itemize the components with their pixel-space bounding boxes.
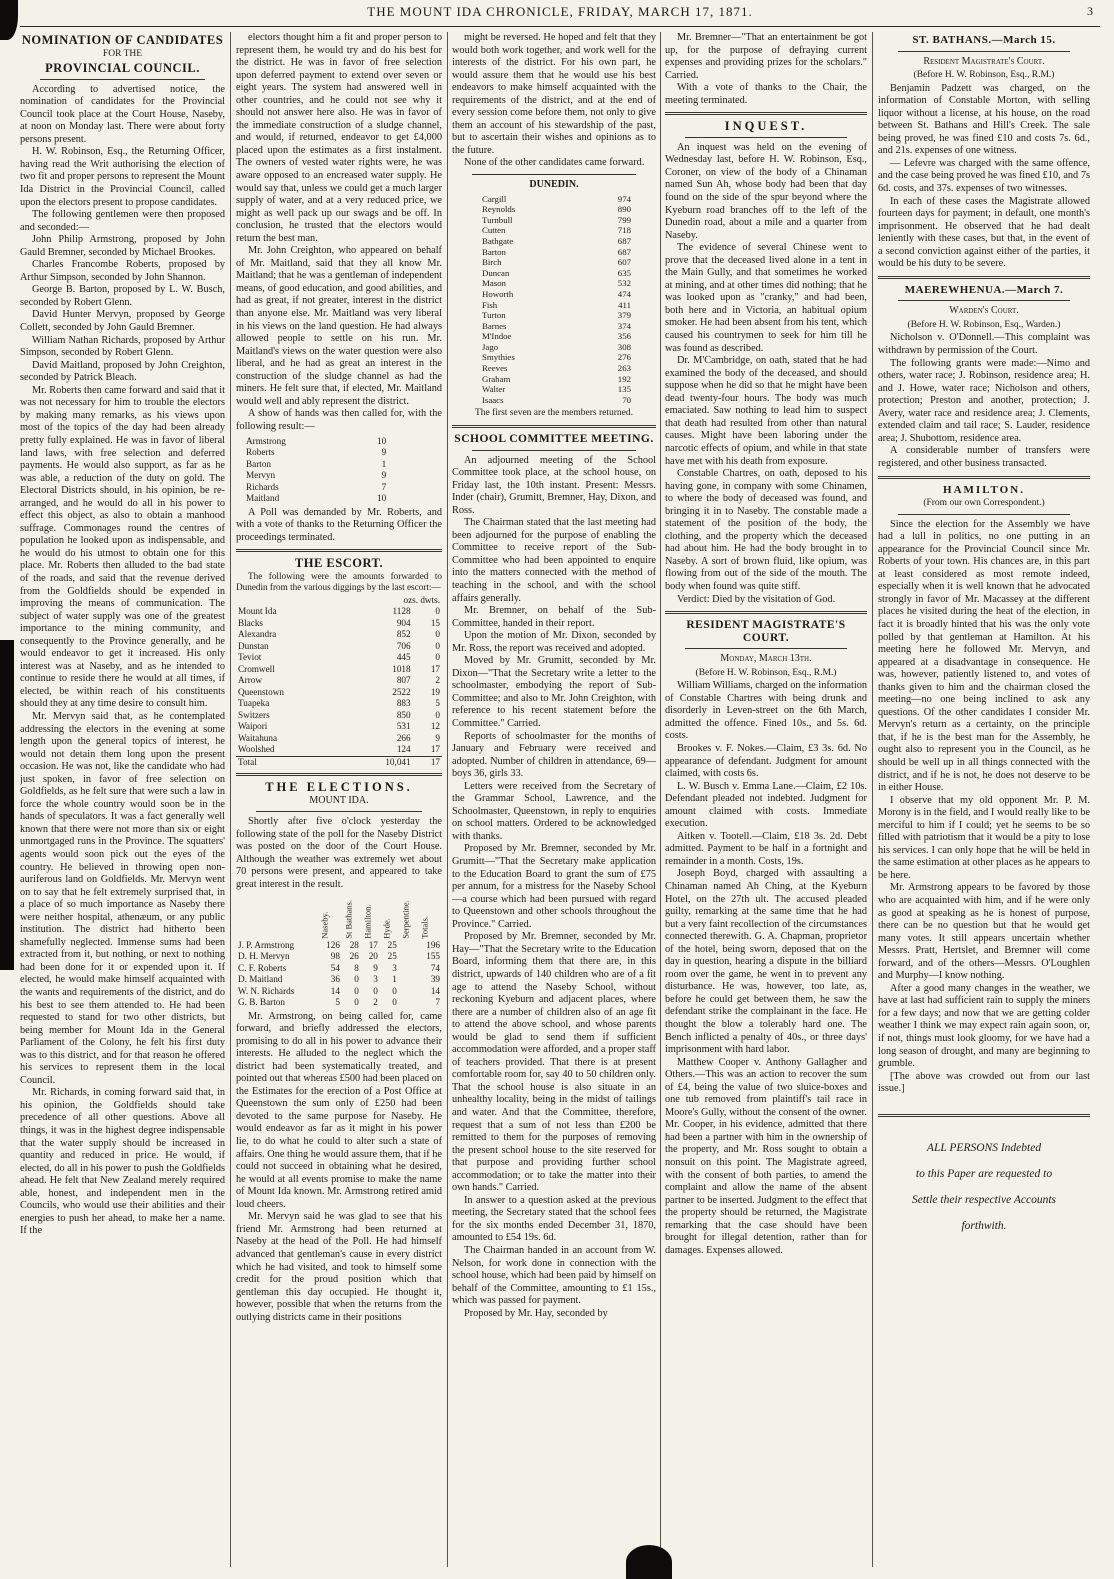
paragraph: According to advertised notice, the nomination of candidates for the Provincial Council took place at the Court House, Naseby, at noon on Monday last. There were about forty persons present. (20, 83, 225, 145)
table-row: Turnbull 799 (482, 214, 631, 225)
divider (685, 137, 847, 138)
ozs: 706 (396, 640, 411, 651)
table-row (244, 459, 388, 471)
vote-count: 10 (377, 493, 387, 503)
paragraph: Aitken v. Tootell.—Claim, £18 3s. 2d. Debt admitted. Payment to be half in a fortnight and remainder in a month. Costs, 19s. (665, 830, 867, 867)
ozs: 904 (396, 617, 411, 628)
ozs: 850 (396, 709, 411, 720)
paragraph: William Nathan Richards, proposed by Arthur Simpson, seconded by Robert Glenn. (20, 334, 225, 359)
table-header-row (236, 894, 442, 940)
paragraph: L. W. Busch v. Emma Lane.—Claim, £2 10s. Defendant pleaded not indebted. Judgment for amount claimed with costs. Immediate execution. (665, 780, 867, 830)
total-label: Total (236, 756, 347, 768)
paragraph: might be reversed. He hoped and felt that they would both work together, and work well for the interests of the district. For his own part, he would assure them that he would use his best endeavors to make himself acquainted with the requirements of the district, and at the end of every session come before them, not only to give them an account of his stewardship of the past, but to ascertain their wishes and opinions as to the future. (452, 32, 656, 156)
paragraph: Charles Francombe Roberts, proposed by Arthur Simpson, seconded by John Shannon. (20, 259, 225, 283)
place-name: Switzers (238, 709, 270, 720)
table-row: Barton 687 (482, 246, 631, 257)
table-row: Smythies 276 (482, 352, 631, 363)
divider (665, 112, 867, 115)
dwts: 15 (430, 617, 440, 628)
ozs: 1128 (392, 606, 411, 617)
table-row (236, 606, 442, 618)
paragraph: The following gentlemen were then proposed and seconded:— (20, 209, 225, 233)
table-note: The first seven are the members returned. (474, 408, 633, 419)
paragraph: A Poll was demanded by Mr. Roberts, and with a vote of thanks to the Returning Officer the proceedings terminated. (236, 506, 442, 543)
paragraph: Mr. Mervyn said that, as he contemplated addressing the electors in the evening at some length upon the general topics of interest, he would not detain them long upon the present occasion. He was not, like the candidate who had just spoken, in favor of free selection on Goldfields, as he felt sure that were such a law in force the whole country would soon be in the hands of speculators. It was a fact generally well known that there were not more than six or eight unmortgaged runs in the Province. The squatters' agents would soon pick out the eyes of the country. He believed in throwing open non-auriferous land on Goldfields. Mr. Mervyn went on to say that he felt extremely surprised that, in a place of so much importance as Naseby there were neither hospital, athenæum, or any public institution. The district had hitherto been shamefully neglected. Immense sums had been extracted from it, but nothing, or next to nothing had been done for it or expended upon it. If elected, he would make himself acquainted with the wants and requirements of the district, and do his best to see them attended to. He had been requested to stand for two other districts, but being member for Mount Ida in the General Parliament of the Colony, he felt his first duty was to this district, and for that reason he offered his services to represent them in the local Council. (20, 710, 225, 1086)
paragraph: — Lefevre was charged with the same offence, and the case being proved he was fined £10, and 7s 6d. costs, and 37s. expenses of two witnesses. (878, 157, 1090, 195)
dwts: 12 (430, 721, 440, 732)
court-before: (Before H. W. Robinson, Esq., Warden.) (907, 319, 1061, 330)
paragraph: The Chairman handed in an account from W. Nelson, for work done in connection with the school house, which had been paid by himself on behalf of the Committee, amounting to £1 15s., which was passed for payment. (452, 1244, 656, 1307)
paragraph: George B. Barton, proposed by L. W. Busch, seconded by Robert Glenn. (20, 284, 225, 308)
divider (40, 79, 205, 80)
table-row: C. F. Roberts 54 8 9 3 74 (238, 962, 440, 973)
paragraph: John Philip Armstrong, proposed by John Gauld Bremner, seconded by Michael Brookes. (20, 234, 225, 258)
article-heading: RESIDENT MAGISTRATE'S COURT. (686, 619, 846, 644)
ozs: 807 (396, 675, 411, 686)
article-heading: SCHOOL COMMITTEE MEETING. (454, 432, 654, 445)
paragraph: Proposed by Mr. Hay, seconded by (464, 1307, 608, 1319)
poll-table (236, 894, 442, 1009)
court-name: Warden's Court. (949, 305, 1019, 317)
table-row (236, 641, 442, 653)
dwts: 0 (435, 629, 440, 640)
ozs: 2522 (392, 686, 411, 697)
paragraph: Joseph Boyd, charged with assaulting a Chinaman named Ah Ching, at the Kyeburn Hotel, on the 27th ult. The accused pleaded guilty, remarking at the same time that he had but a very faint recollection of the circumstances connected therewith. G. A. Chapman, proprietor of the hotel, being sworn, deposed that on the day in question, hearing a dispute in the billiard room over the game, he went in to prevent any disturbance. He was, however, too late, as, before he could get between them, he saw the defendant strike the complainant in the face. He thought the blow a tolerably hard one. The Bench inflicted a penalty of 40s., or three days' imprisonment with hard labor. (665, 868, 867, 1056)
paragraph: Benjamin Padzett was charged, on the information of Constable Morton, with selling liquor without a license, at his house, on the road between St. Bathans and Hill's Creek. The sale being proved, he was fined £10 and costs 7s. 6d., and 21s. expenses of one witness. (878, 82, 1090, 157)
dunedin-poll-table (480, 194, 633, 406)
article-heading: HAMILTON. (943, 483, 1025, 496)
correspondent-note: (From our own Correspondent.) (923, 498, 1045, 509)
paragraph: Nicholson v. O'Donnell.—This complaint was withdrawn by permission of the Court. (878, 332, 1090, 357)
dwts: 17 (430, 744, 440, 755)
table-row: Birch 607 (482, 257, 631, 268)
table-row (244, 482, 388, 494)
divider (665, 611, 867, 614)
table-row: Cutten 718 (482, 225, 631, 236)
notice-line: ALL PERSONS Indebted (926, 1141, 1042, 1154)
dwts: 0 (435, 606, 440, 617)
paragraph: In answer to a question asked at the previous meeting, the Secretary stated that the school fees for the six months ended December 31, 1870, amounted to £54 19s. 6d. (452, 1194, 656, 1244)
table-row: D. H. Mervyn 98 26 20 25 155 (238, 951, 440, 962)
table-row: Duncan 635 (482, 267, 631, 278)
column-rule (447, 32, 448, 1567)
paragraph: I observe that my old opponent Mr. P. M. Morony is in the field, and I would really like to be merciful to him if I could; yet he seems to be so filled with patriotism that it would be a pity to lose his services. I can only hope that he will be held in the same estimation at other places as he appears to be here. (878, 794, 1090, 881)
total-row (236, 756, 442, 768)
table-row: M'Indoe 356 (482, 331, 631, 342)
masthead (20, 4, 1100, 27)
dwts: 17 (413, 756, 442, 768)
paragraph: Proposed by Mr. Bremner, seconded by Mr. Hay—"That the Secretary write to the Education Board, informing them that there are, in this district, upwards of 140 children who are of a fit age to attend the Naseby School, without reckoning Kyeburn and adjacent places, where there are a number of children also of an age fit to attend the above school, and whose parents would be glad to send them if sufficient accommodation were afforded, and a proper staff of teachers provided. That there is at present comfortable room for, say 40 to 50 children only. That the school house is also situate in an unhealthy locality, being in the midst of tailings and water. And that the Committee, therefore, request that a sum of not less than £200 be remitted to them for the purposes of removing the present school house to the site reserved for that purpose and providing further school accommodation; or to take the matter into their own hands." Carried. (452, 931, 656, 1194)
table-row: Cargill 974 (482, 193, 631, 204)
divider (685, 648, 847, 649)
ozs: 852 (396, 629, 411, 640)
vote-count: 7 (381, 481, 387, 492)
table-row (244, 436, 388, 448)
paragraph: Reports of schoolmaster for the months of January and February were received and adopted. Number of children in attendance, 69—boys 36, girls 33. (452, 730, 656, 780)
candidate-name: Mervyn (246, 470, 276, 480)
vote-count: 9 (381, 447, 387, 457)
paragraph: The following were the amounts forwarded to Dunedin from the various diggings by the last escort:— (236, 570, 442, 592)
ozs: 10,041 (347, 756, 412, 768)
paragraph: Mr. Bremner, on behalf of the Sub-Committee, handed in their report. (452, 605, 656, 629)
paragraph: David Maitland, proposed by John Creighton, seconded by Patrick Bleach. (20, 359, 225, 384)
dwts: 9 (435, 732, 440, 743)
column-2 (236, 32, 442, 1567)
divider (878, 1114, 1090, 1117)
paragraph: H. W. Robinson, Esq., the Returning Officer, having read the Writ authorising the election of two fit and proper persons to represent the Mount Ida District in the Provincial Council, called upon the electors present to propose candidates. (20, 146, 225, 208)
paragraph: Mr. Roberts then came forward and said that it was not necessary for him to trouble the electors by making many remarks, as his views upon most of the topics of the day had been already pretty fully explained. He was in favor of liberal land laws, with free selection and deferred payments. He would also support, as far as he was able, a reduction of the duty on gold. The Electoral Districts should, in his opinion, be re-arranged, and he would do all in his power to effect this object, as also to obtain a manhood suffrage. Commonages round the centres of population he looked upon as indispensable, and he would do his utmost to obtain one for this place. Mr. Roberts then alluded to the bad state of the roads, and said that the revenue derived from the Goldfields should be expended in improving the means of communication. The subject of water supply was one of the greatest importance to the mining community, and consequently to the Province generally, and he would endeavor to get it increased. His only interest was at Naseby, and as he intended to continue to reside there he would at all times, if elected, be within reach of his constituents should they at any time desire to consult him. (20, 384, 225, 710)
candidate-name: Armstrong (246, 435, 286, 446)
table-row (236, 629, 442, 641)
candidate-name: Richards (246, 481, 279, 492)
court-name: Resident Magistrate's Court. (923, 55, 1045, 67)
paragraph: Mr. John Creighton, who appeared on behalf of Mr. Maitland, said that they all know Mr. Maitland; that he was a gentleman of independent means, of good education, and good abilities, and had as great, if not greater, interest in the district than anyone else. Mr. Maitland was very liberal in his views on the land question. He had always allowed people to settle on his run. Mr. Maitland's views on the water question were also liberal, and he had as great an interest in the construction of the sludge channel as had the miners. He felt sure that, if elected, Mr. Maitland would well and ably represent the district. (236, 245, 442, 407)
article-heading: PROVINCIAL COUNCIL. (45, 61, 200, 76)
table-row: Graham 192 (482, 373, 631, 384)
table-row: Jago 308 (482, 341, 631, 352)
paragraph: None of the other candidates came forward. (464, 157, 645, 169)
divider (452, 425, 656, 428)
dwts: 0 (435, 640, 440, 651)
paragraph: An adjourned meeting of the School Committee took place, at the school house, on Friday last, the 10th instant. Present: Messrs. Inder (chair), Grumitt, Bremner, Hay, Dixon, and Ross. (452, 454, 656, 516)
column-5 (878, 32, 1090, 1567)
dwts: 19 (430, 686, 440, 697)
paragraph: Mr. Mervyn said he was glad to see that his friend Mr. Armstrong had been returned at Naseby at the head of the Poll. He had himself advanced that gentleman's cause in every district which he had visited, and took to himself some credit for the proud position which that gentleman this day occupied. He thought it, however, possible that when the returns from the outlying districts came in their positions (236, 1211, 442, 1323)
table-row (236, 664, 442, 676)
ink-blot (626, 1545, 672, 1579)
divider (878, 476, 1090, 479)
divider (236, 773, 442, 776)
table-row (236, 595, 442, 607)
candidate-name: Maitland (246, 493, 280, 503)
column-header: St Bathans. (343, 900, 354, 939)
candidate-name: Barton (246, 458, 272, 469)
paragraph: David Hunter Mervyn, proposed by George Collett, seconded by John Gauld Bremner. (20, 309, 225, 334)
table-row (236, 687, 442, 699)
table-row: Reynolds 890 (482, 204, 631, 215)
dwts: 5 (435, 698, 440, 709)
ozs: 531 (396, 721, 411, 732)
ozs: 266 (396, 732, 411, 743)
paragraph: Shortly after five o'clock yesterday the following state of the poll for the Naseby District was posted on the door of the Court House. Although the weather was extremely wet about 70 persons were present, and appeared to take great interest in the result. (236, 816, 442, 891)
place-name: Alexandra (238, 629, 277, 640)
table-row: D. Maitland 36 0 3 1 39 (238, 974, 440, 985)
table-row: Mason 532 (482, 278, 631, 289)
paragraph: An inquest was held on the evening of Wednesday last, before H. W. Robinson, Esq., Coroner, on view of the body of a Chinaman named Sun Ah, whose body had been that day found on the side of the spur beyond where the Kyeburn road branches off to the left of the Dunedin road, about a mile and a quarter from Naseby. (665, 141, 867, 241)
article-heading: THE ESCORT. (294, 556, 384, 571)
column-4 (665, 32, 867, 1567)
divider (878, 276, 1090, 279)
paragraph: Matthew Cooper v. Anthony Gallagher and Others.—This was an action to recover the sum of £4, being the value of two sluice-boxes and one tub removed from plaintiff's tail race in Moore's Gully, without the consent of the owner. Mr. Cooper, in his evidence, admitted that there had been a partner with him in the ownership of the property, and Mr. Ross sought to obtain a nonsuit on this point. The Magistrate agreed, with the consent of both parties, to amend the complaint and allow the name of the absent partner to be inserted. Judgment to the effect that the property should be returned, the Magistrate remarking that the case should have been brought for illegal detention, rather than for damages. Expenses allowed. (665, 1056, 867, 1256)
article-heading: MAEREWHENUA.—March 7. (904, 283, 1064, 296)
paragraph: [The above was crowded out from our last issue.] (878, 1070, 1090, 1095)
paragraph: Mr. Richards, in coming forward said that, in his opinion, the Goldfields should take precedence of all other questions. Above all things, it was in the highest degree indispensable that the water supply should be increased in quantity and reduced in price. He would, if elected, do all in his power to push the Goldfields ahead. He felt that New Zealand merely required able, honest, and independent men in the Councils, who would use their abilities and their energies to push her ahead, to make her a name. If the (20, 1087, 225, 1237)
article-subheading: FOR THE (102, 48, 143, 59)
column-rule (872, 32, 873, 1567)
paragraph: The Chairman stated that the last meeting had been adjourned for the purpose of enabling the Committee to receive report of the Sub-Committee who had been appointed to enquire into the matters connected with the method of teaching in the school, and with the school affairs generally. (452, 517, 656, 604)
article-heading: ST. BATHANS.—March 15. (912, 34, 1056, 46)
divider (472, 174, 636, 175)
paragraph: Verdict: Died by the visitation of God. (677, 593, 836, 605)
ozs: 445 (396, 652, 411, 663)
column-rule (230, 32, 231, 1567)
table-row: G. B. Barton 5 0 2 0 7 (238, 997, 440, 1008)
article-heading: THE ELECTIONS. (265, 780, 413, 795)
divider (256, 811, 422, 812)
paragraph: A considerable number of transfers were registered, and other business transacted. (878, 445, 1090, 469)
table-row (236, 744, 442, 756)
table-row (236, 698, 442, 710)
paragraph: With a vote of thanks to the Chair, the meeting terminated. (665, 82, 867, 106)
article-heading: NOMINATION OF CANDIDATES (21, 33, 224, 47)
column-header: Serpentine. (400, 900, 411, 939)
court-before: (Before H. W. Robinson, Esq., R.M.) (695, 667, 837, 678)
masthead-title: THE MOUNT IDA CHRONICLE, FRIDAY, MARCH 17, 1871. (367, 4, 753, 19)
table-row (244, 493, 388, 505)
dwts: 0 (435, 709, 440, 720)
paragraph: Constable Chartres, on oath, deposed to his having gone, in company with some Chinamen, to where the body of deceased was found, and bringing it in to Naseby. The constable made a statement of the position of the body, the clothing, and the property which the deceased had about him. He had the body brought in to Naseby. A sort of brown fluid, like opium, was flowing from out of the side of the mouth. The body when found was quite stiff. (665, 468, 867, 592)
paragraph: The evidence of several Chinese went to prove that the deceased lived alone in a tent in the Main Gully, and that sometimes he worked at mining, and at other times did nothing; that he was looked upon as "cranky," and had been, both here and in Victoria, an habitual opium smoker. He had been absent from his tent, which caused his countrymen to seek for him till he was found as described. (665, 242, 867, 354)
table-row (236, 652, 442, 664)
table-row: J. P. Armstrong 126 28 17 25 196 (238, 939, 440, 950)
table-row (236, 618, 442, 630)
column-header: Hamilton. (362, 904, 373, 939)
torn-edge (0, 640, 14, 970)
table-row (236, 675, 442, 687)
divider (898, 300, 1070, 301)
dwts: 17 (430, 663, 440, 674)
vote-count: 1 (381, 458, 387, 469)
paragraph: The following grants were made:—Nimo and others, water race; J. Robinson, residence area; H. and J. Howe, water race; Nicholson and others, protection; Preston and another, protection; J. Avery, water race and residence area; J. Clements, extended claim and tail race; S. Lauder, residence area; J. Shubottom, residence area. (878, 357, 1090, 444)
divider (236, 549, 442, 552)
table-row (244, 447, 388, 459)
place-name: Waipori (238, 721, 268, 732)
units-header: ozs. dwts. (403, 594, 440, 605)
article-subheading: MOUNT IDA. (309, 794, 369, 806)
place-name: Mount Ida (238, 606, 277, 617)
escort-table (236, 595, 442, 769)
vote-count: 10 (377, 435, 387, 446)
divider (472, 450, 636, 451)
table-row: Walter 135 (482, 384, 631, 395)
dwts: 2 (435, 675, 440, 686)
place-name: Woolshed (238, 744, 275, 755)
place-name: Tuapeka (238, 698, 270, 709)
paragraph: In each of these cases the Magistrate allowed fourteen days for payment; in default, one month's imprisonment. He observed that he had dealt leniently with these cases, but that, in the event of a second conviction against either of the parties, it would be his duty to be severe. (878, 195, 1090, 270)
paragraph: Mr. Bremner—"That an entertainment be got up, for the purpose of defraying current expenses and providing prizes for the scholars." Carried. (665, 32, 867, 81)
column-header: Naseby. (319, 911, 330, 939)
paragraph: Mr. Armstrong, on being called for, came forward, and briefly addressed the electors, promising to do all in his power to advance their interests. He alluded to the neglect which the district had been systematically treated, and pointed out that whereas £500 had been placed on the Estimates for the erection of a Post Office at Queenstown the sum only of £250 had been devoted to the same purpose for Naseby. He would endeavor as far as it might in his power lie, to do what he could to alter such a state of affairs. One thing he would assure them, that if he could not succeed in obtaining what he desired, he would at all events promise to make the name of Mount Ida known. Mr. Armstrong retired amid loud cheers. (236, 1010, 442, 1210)
vote-count: 9 (381, 470, 387, 480)
place-name: Dunstan (238, 640, 269, 651)
ozs: 883 (396, 698, 411, 709)
column-rule (660, 32, 661, 1567)
paragraph: Since the election for the Assembly we have had a lull in politics, no one putting in an appearance for the Provincial Council since Mr. Roberts of your town. His chances are, in this part at least considered as most remote indeed, especially when it is well known that he advocated strongly in favor of Mr. Macassey at the different places he visited during the heat of the election, in fact it is broadly hinted that his was the only vote polled by that gentleman at Hamilton. At his meeting here he followed Mr. Mervyn, and appeared at a disadvantage in consequence. He was, however, patiently listened to, and votes of thanks given to him and the chairman closed the meeting—no one being inclined to ask any questions. Of the other candidates I consider Mr. Mervyn's return as a certainty, on the principle that, if he is the best man for the Assembly, he ought also to represent you in the Council, as he should be well up in all things connected with the district, and if he is not, he does not deserve to be in either House. (878, 518, 1090, 794)
table-row: Fish 411 (482, 299, 631, 310)
table-row: Turton 379 (482, 310, 631, 321)
show-of-hands-table (244, 436, 388, 505)
candidate-name: Roberts (246, 447, 275, 457)
divider (898, 51, 1070, 52)
table-row: Howorth 474 (482, 288, 631, 299)
paragraph: Proposed by Mr. Bremner, seconded by Mr. Grumitt—"That the Secretary make application to the Education Board to grant the sum of £75 per annum, for a mistress for the Naseby School—a course which had been pursued with regard to Queenstown and other schools throughout the Province." Carried. (452, 843, 656, 930)
article-heading: INQUEST. (724, 119, 808, 134)
place-name: Waitahuna (238, 732, 278, 743)
column-header: Totals. (419, 916, 430, 939)
table-row: W. N. Richards 14 0 0 0 14 (238, 985, 440, 996)
table-row: Isaacs 70 (482, 394, 631, 405)
paragraph: Mr. Armstrong appears to be favored by those who are acquainted with him, and if he were only as good at speaking as he is honest of purpose, there can be no question but that he would get many votes. It still appears uncertain whether Messrs. Pratt, Hertslet, and Bremner will come forward, and of the others—Messrs. O'Loughlen and Murphy—I know nothing. (878, 882, 1090, 982)
debt-notice (878, 1135, 1090, 1239)
paragraph: William Williams, charged on the information of Constable Chartres with being drunk and disorderly in Leven-street on the 6th March, admitted the offence. Fined 10s., and 5s. 6d. costs. (665, 680, 867, 742)
court-date: Monday, March 13th. (720, 653, 812, 665)
article-subheading: DUNEDIN. (529, 179, 579, 191)
paragraph: electors thought him a fit and proper person to represent them, he would try and do his best for the district. He was in favor of free selection upon deferred payment to extend over seven or eight years. The system had answered well in other countries, and he could not see why it should not answer here also. He was in favor of the immediate construction of a sludge channel, and would, if returned, endeavor to get £4,000 placed upon the estimates as a first instalment. The owners of vested water rights were, he was aware opposed to an encreased water supply. He would say that, unless we could get a much larger supply of water, and at a very reduced price, we might as well pack up our swags and be off. In conclusion, he trusted that the electors would return the best man. (236, 32, 442, 244)
notice-line: to this Paper are requested to (915, 1167, 1053, 1180)
table-row (236, 721, 442, 733)
column-1 (20, 32, 225, 1567)
paragraph: After a good many changes in the weather, we have at last had sufficient rain to supply the miners for a few days; and now that we are getting colder weather I think we may expect rain again soon, or, if not, things must look gloomy, for we have had a long season of drought, and many are beginning to grumble. (878, 982, 1090, 1070)
place-name: Teviot (238, 652, 262, 663)
column-header: Hyde. (381, 918, 392, 939)
place-name: Cromwell (238, 663, 275, 674)
table-row: Barnes 374 (482, 320, 631, 331)
court-before: (Before H. W. Robinson, Esq., R.M.) (913, 70, 1055, 81)
place-name: Arrow (238, 675, 262, 686)
table-row: Reeves 263 (482, 363, 631, 374)
dwts: 0 (435, 652, 440, 663)
page-number: 3 (1087, 4, 1094, 18)
paragraph: Upon the motion of Mr. Dixon, seconded by Mr. Ross, the report was received and adopted. (452, 630, 656, 654)
paragraph: Brookes v. F. Nokes.—Claim, £3 3s. 6d. No appearance of defendant. Judgment for amount claimed, with costs 6s. (665, 742, 867, 780)
table-row (236, 710, 442, 722)
place-name: Blacks (238, 617, 264, 628)
paragraph: Dr. M'Cambridge, on oath, stated that he had examined the body of the deceased, and should suppose when he did so that he might have been dead twenty-four hours. The body was much emaciated. Saw nothing to lead him to suspect that death had resulted from other than natural causes. Might have been laboring under the narcotic effects of opium, and while in that state have met with his death from exposure. (665, 355, 867, 467)
table-row (244, 470, 388, 482)
paragraph: Letters were received from the Secretary of the Grammar School, Lawrence, and the Schoolmaster, Queenstown, in reply to enquiries on school matters. Ordered to be acknowledged with thanks. (452, 780, 656, 842)
column-3 (452, 32, 656, 1567)
place-name: Queenstown (238, 686, 284, 697)
ozs: 1018 (392, 663, 411, 674)
table-row (236, 733, 442, 745)
notice-line: Settle their respective Accounts (911, 1193, 1057, 1206)
paragraph: Moved by Mr. Grumitt, seconded by Mr. Dixon—"That the Secretary write a letter to the schoolmaster, embodying the report of Sub-Committee; and also to Mr. John Creighton, with reference to his recent statement before the Committee." Carried. (452, 655, 656, 730)
divider (898, 514, 1070, 515)
notice-line: forthwith. (961, 1219, 1007, 1232)
table-row: Bathgate 687 (482, 235, 631, 246)
paragraph: A show of hands was then called for, with the following result:— (236, 408, 442, 432)
ink-blot (0, 0, 18, 40)
ozs: 124 (396, 744, 411, 755)
